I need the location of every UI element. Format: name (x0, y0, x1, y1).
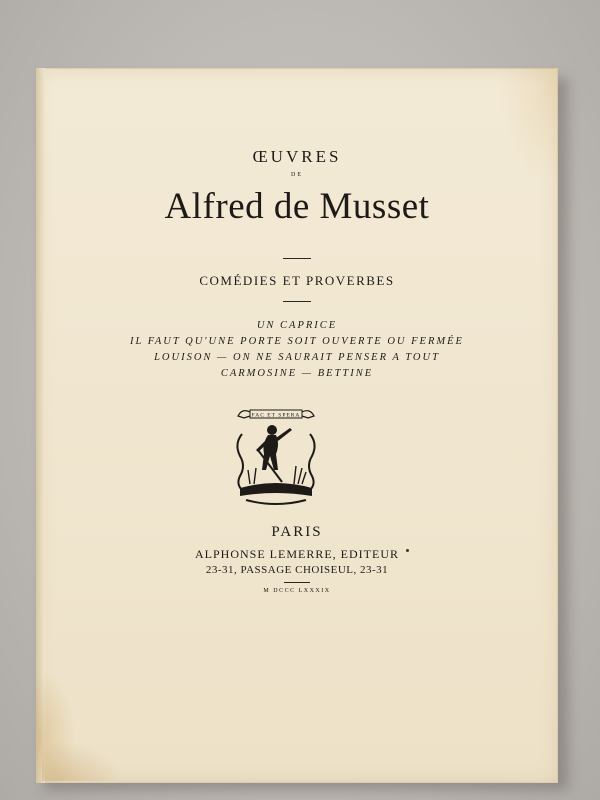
publisher-address: 23-31, PASSAGE CHOISEUL, 23-31 (205, 564, 389, 576)
play-title: CARMOSINE — BETTINE (220, 368, 374, 379)
paper-stain (498, 68, 558, 188)
ink-speck (406, 549, 409, 552)
emblem-motto: FAC ET SPERA (251, 412, 301, 419)
play-title: LOUISON — ON NE SAURAIT PENSER A TOUT (154, 352, 440, 363)
paper-stain (42, 741, 122, 781)
play-title: IL FAUT QU'UNE PORTE SOIT OUVERTE OU FERMÉE (130, 336, 464, 347)
publication-city: PARIS (271, 524, 323, 540)
series-title: ŒUVRES (252, 147, 342, 166)
publication-year: M DCCC LXXXIX (263, 588, 331, 594)
preposition: DE (291, 172, 303, 178)
publisher-emblem-icon (232, 404, 320, 508)
subtitle: COMÉDIES ET PROVERBES (199, 273, 395, 288)
author-name: Alfred de Musset (164, 186, 430, 227)
play-title: UN CAPRICE (256, 320, 338, 331)
publisher-name: ALPHONSE LEMERRE, EDITEUR (195, 547, 399, 561)
book-cover (36, 68, 558, 783)
divider-rule (283, 258, 311, 259)
divider-rule (284, 582, 310, 583)
divider-rule (283, 301, 311, 302)
